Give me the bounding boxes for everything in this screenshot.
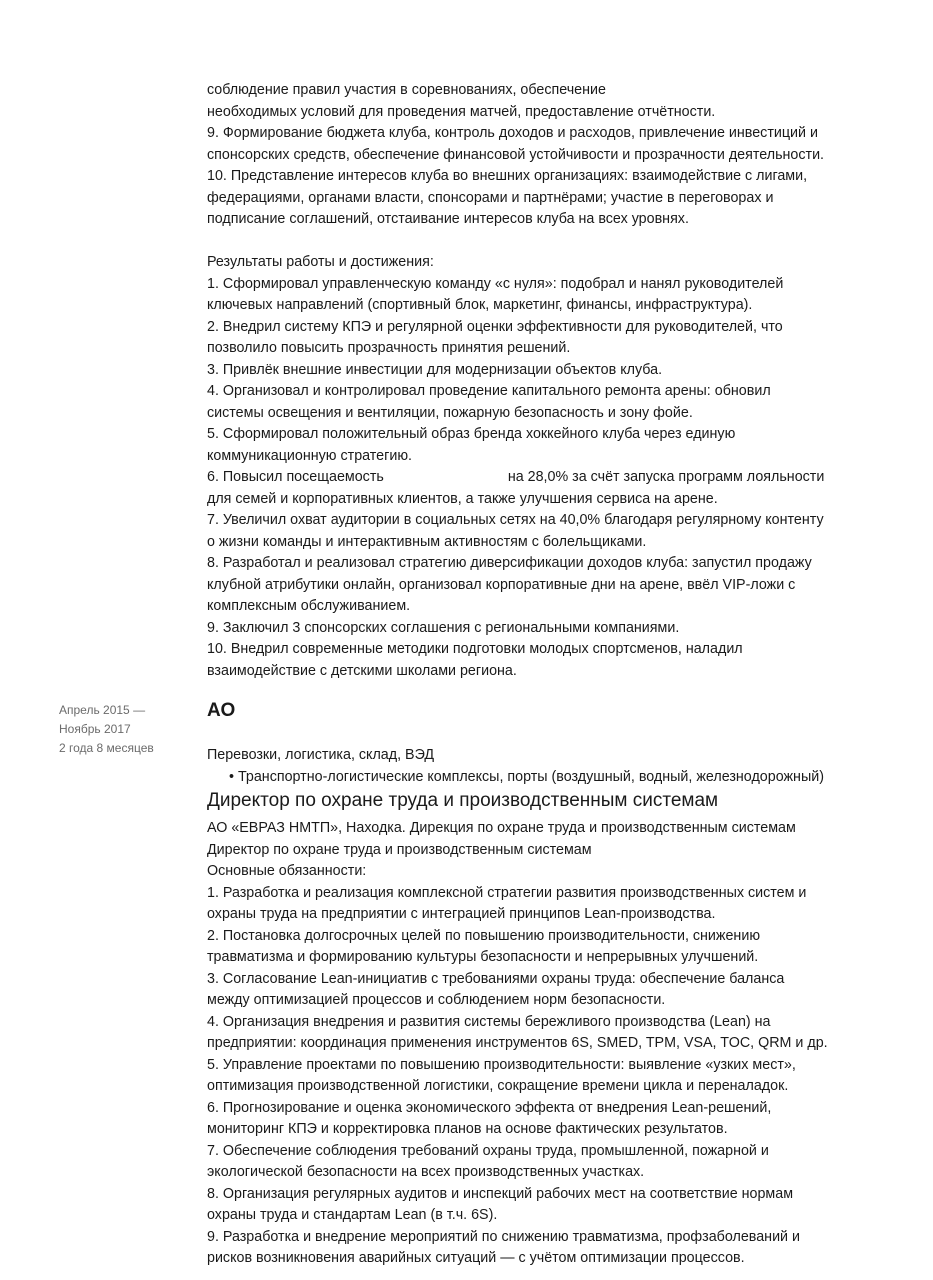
result-6-part-b: на 28,0% за счёт запуска программ лояльности <box>507 469 825 485</box>
result-line: 2. Внедрил систему КПЭ и регулярной оценки эффективности для руководителей, что <box>207 318 783 335</box>
detail-line: травматизма и формированию культуры безопасности и непрерывных улучшений. <box>207 949 759 965</box>
result-line: 3. Привлёк внешние инвестиции для модернизации объектов клуба. <box>207 361 663 378</box>
detail-line: 3. Согласование Lean-инициатив с требованиями охраны труда: обеспечение баланса <box>207 970 785 987</box>
result-line: клубной атрибутики онлайн, организовал корпоративные дни на арене, ввёл VIP-ложи с <box>207 576 796 593</box>
detail-line: 6. Прогнозирование и оценка экономического эффекта от внедрения Lean-решений, <box>207 1099 772 1116</box>
result-line: ключевых направлений (спортивный блок, маркетинг, финансы, инфраструктура). <box>207 297 753 313</box>
detail-line: 4. Организация внедрения и развития системы бережливого производства (Lean) на <box>207 1013 771 1030</box>
result-line: о жизни команды и интерактивным активностям с болельщиками. <box>207 533 647 550</box>
previous-job-section <box>207 80 907 682</box>
detail-line: 7. Обеспечение соблюдения требований охраны труда, промышленной, пожарной и <box>207 1142 769 1159</box>
result-line: комплексным обслуживанием. <box>207 598 411 614</box>
result-line: позволило повысить прозрачность принятия решений. <box>207 340 571 356</box>
detail-line: 8. Организация регулярных аудитов и инспекций рабочих мест на соответствие нормам <box>207 1185 794 1202</box>
result-line: 8. Разработал и реализовал стратегию диверсификации доходов клуба: запустил продажу <box>207 555 812 571</box>
detail-line: 1. Разработка и реализация комплексной стратегии развития производственных систем и <box>207 884 807 901</box>
result-line: 10. Внедрил современные методики подготовки молодых спортсменов, наладил <box>207 641 743 657</box>
result-line: 5. Сформировал положительный образ бренда хоккейного клуба через единую <box>207 426 736 442</box>
result-line: системы освещения и вентиляции, пожарную безопасность и зону фойе. <box>207 404 693 421</box>
duty-line: спонсорских средств, обеспечение финансовой устойчивости и прозрачности деятельности. <box>207 146 825 163</box>
results-heading: Результаты работы и достижения: <box>207 254 434 270</box>
result-6-part-a: 6. Повысил посещаемость <box>207 469 384 485</box>
detail-line: охраны труда и стандартам Lean (в т.ч. 6S). <box>207 1207 498 1223</box>
industry-item: • Транспортно-логистические комплексы, порты (воздушный, водный, железнодорожный) <box>229 768 824 785</box>
period-duration: 2 года 8 месяцев <box>59 741 154 755</box>
detail-line: экологической безопасности на всех производственных участках. <box>207 1164 645 1180</box>
result-line: 1. Сформировал управленческую команду «с нуля»: подобрал и нанял руководителей <box>207 275 784 292</box>
duty-line: необходимых условий для проведения матчей, предоставление отчётности. <box>207 103 716 120</box>
result-line: взаимодействие с детскими школами региона. <box>207 662 517 679</box>
detail-line: между оптимизацией процессов и соблюдением норм безопасности. <box>207 992 666 1008</box>
duty-line: подписание соглашений, отстаивание интересов клуба на всех уровнях. <box>207 211 689 227</box>
detail-line: оптимизация производственной логистики, сокращение времени цикла и переналадок. <box>207 1078 789 1094</box>
result-line-6 <box>207 467 907 489</box>
results-list <box>207 274 907 683</box>
period-end: Ноябрь 2017 <box>59 722 131 736</box>
duty-line: соблюдение правил участия в соревнованиях, обеспечение <box>207 82 606 98</box>
result-line: 7. Увеличил охват аудитории в социальных сетях на 40,0% благодаря регулярному контенту <box>207 512 824 528</box>
job-period <box>59 701 199 758</box>
detail-line: предприятии: координация применения инструментов 6S, SMED, TPM, VSA, TOC, QRM и др. <box>207 1035 828 1051</box>
company-name: АО <box>207 700 236 721</box>
job-section <box>207 698 907 1270</box>
detail-line: мониторинг КПЭ и корректировка планов на основе фактических результатов. <box>207 1121 728 1137</box>
detail-line: Директор по охране труда и производственным системам <box>207 841 592 858</box>
result-line: 9. Заключил 3 спонсорских соглашения с региональными компаниями. <box>207 619 680 636</box>
detail-line: Основные обязанности: <box>207 863 367 879</box>
duties-tail-list <box>207 80 907 231</box>
job-details <box>207 818 907 1270</box>
detail-line: АО «ЕВРАЗ НМТП», Находка. Дирекция по охране труда и производственным системам <box>207 820 796 836</box>
detail-line: рисков возникновения аварийных ситуаций — с учётом оптимизации процессов. <box>207 1250 745 1266</box>
result-line: для семей и корпоративных клиентов, а также улучшения сервиса на арене. <box>207 490 718 507</box>
detail-line: охраны труда на предприятии с интеграцией принципов Lean-производства. <box>207 906 716 922</box>
duty-line: 9. Формирование бюджета клуба, контроль доходов и расходов, привлечение инвестиций и <box>207 125 818 141</box>
result-line: 4. Организовал и контролировал проведение капитального ремонта арены: обновил <box>207 383 771 399</box>
industry: Перевозки, логистика, склад, ВЭД <box>207 747 435 763</box>
position-title: Директор по охране труда и производственным системам <box>207 790 719 811</box>
period-start: Апрель 2015 — <box>59 703 146 717</box>
detail-line: 2. Постановка долгосрочных целей по повышению производительности, снижению <box>207 927 761 944</box>
result-line: коммуникационную стратегию. <box>207 447 413 464</box>
duty-line: федерациями, органами власти, спонсорами и партнёрами; участие в переговорах и <box>207 189 774 206</box>
detail-line: 5. Управление проектами по повышению производительности: выявление «узких мест», <box>207 1056 796 1073</box>
duty-line: 10. Представление интересов клуба во внешних организациях: взаимодействие с лигами, <box>207 168 808 184</box>
detail-line: 9. Разработка и внедрение мероприятий по снижению травматизма, профзаболеваний и <box>207 1228 800 1245</box>
